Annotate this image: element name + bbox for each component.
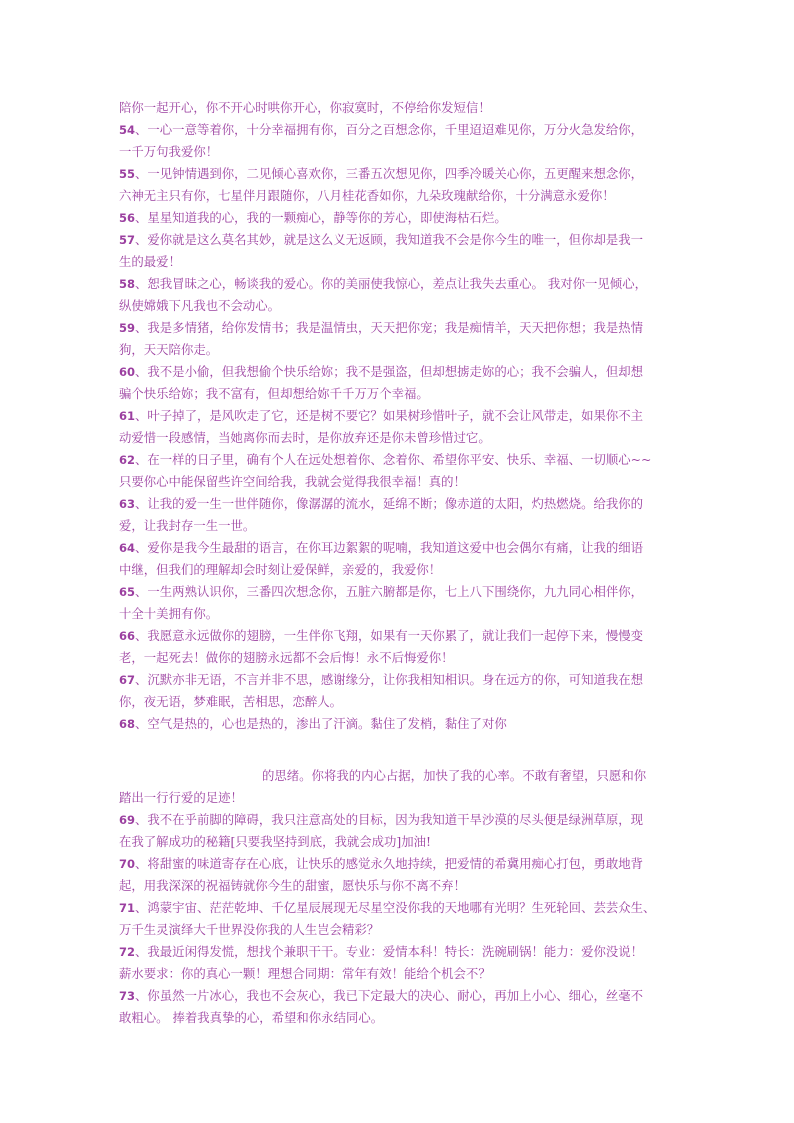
line-text: 、让我的爱一生一世伴随你，像潺潺的流水，延绵不断；像赤道的太阳，灼热燃烧。给我你的 (135, 496, 644, 511)
text-line (119, 471, 679, 493)
text-line (119, 897, 679, 919)
line-text: 生的最爱！ (119, 254, 181, 269)
item-number: 59 (119, 321, 136, 335)
text-line (119, 625, 679, 647)
text-line (119, 713, 679, 735)
text-line (119, 251, 679, 273)
text-line (119, 581, 679, 603)
line-text: 、一生两熟认识你，三番四次想念你，五脏六腑都是你，七上八下围绕你，九九同心相伴你， (135, 584, 644, 599)
line-text: 、我不是小偷，但我想偷个快乐给妳；我不是强盗，但却想掳走妳的心；我不会骗人，但却想 (135, 364, 644, 379)
line-text: 、一见钟情遇到你，二见倾心喜欢你，三番五次想见你，四季冷暖关心你，五更醒来想念你， (135, 166, 644, 181)
item-number: 55 (119, 167, 136, 181)
item-number: 54 (119, 123, 136, 137)
line-text: 动爱惜一段感情，当她离你而去时，是你放弃还是你未曾珍惜过它。 (119, 430, 491, 445)
line-text: 、爱你就是这么莫名其妙，就是这么义无返顾，我知道我不会是你今生的唯一，但你却是我一 (135, 232, 644, 247)
item-number: 66 (119, 629, 136, 643)
item-number: 70 (119, 857, 136, 871)
item-number: 57 (119, 233, 136, 247)
text-line (119, 647, 679, 669)
line-text: 、叶子掉了，是风吹走了它，还是树不要它？如果树珍惜叶子，就不会让风带走，如果你不主 (135, 408, 644, 423)
text-line (119, 963, 679, 985)
line-text: 在我了解成功的秘籍[只要我坚持到底，我就会成功]加油! (119, 834, 432, 849)
line-text: 六神无主只有你，七星伴月跟随你，八月桂花香如你，九朵玫瑰献给你，十分满意永爱你！ (119, 188, 615, 203)
item-number: 58 (119, 277, 136, 291)
line-text: 陪你一起开心，你不开心时哄你开心，你寂寞时，不停给你发短信！ (119, 100, 491, 115)
line-text: 、我最近闲得发慌，想找个兼职干干。专业：爱情本科！特长：洗碗刷锅！能力：爱你没说！ (135, 944, 644, 959)
line-text: 中继，但我们的理解却会时刻让爱保鲜，亲爱的，我爱你！ (119, 562, 442, 577)
line-text: 骗个快乐给妳；我不富有，但却想给妳千千万万个幸福。 (119, 386, 429, 401)
line-text: 、一心一意等着你，十分幸福拥有你，百分之百想念你，千里迢迢难见你，万分火急发给你， (135, 122, 644, 137)
line-text: 、空气是热的，心也是热的，渗出了汗滴。黏住了发梢，黏住了对你 (135, 716, 507, 731)
text-line (119, 317, 679, 339)
line-text: 、我是多情猪，给你发情书；我是温情虫，天天把你宠；我是痴情羊，天天把你想；我是热情 (135, 320, 644, 335)
line-text: 老，一起死去！做你的翅膀永远都不会后悔！永不后悔爱你！ (119, 650, 454, 665)
text-line (119, 207, 679, 229)
text-line (119, 1007, 679, 1029)
text-line (119, 185, 679, 207)
line-text: 十全十美拥有你。 (119, 606, 219, 621)
text-line (119, 119, 679, 141)
line-text: 、你虽然一片冰心，我也不会灰心，我已下定最大的决心、耐心，再加上小心、细心，丝毫不 (135, 988, 644, 1003)
line-text: 、我愿意永远做你的翅膀，一生伴你飞翔，如果有一天你累了，就让我们一起停下来，慢慢变 (135, 628, 644, 643)
text-line (119, 809, 679, 831)
line-text: 你，夜无语，梦难眠，苦相思，恋醉人。 (119, 694, 343, 709)
text-line (119, 853, 679, 875)
text-line (119, 361, 679, 383)
line-text: 薪水要求：你的真心一颗！理想合同期：常年有效！能给个机会不？ (119, 966, 491, 981)
text-line (119, 941, 679, 963)
text-line (119, 449, 679, 471)
text-line (119, 273, 679, 295)
line-text: 万千生灵演绎大千世界没你我的人生岂会精彩？ (119, 922, 380, 937)
item-number: 65 (119, 585, 136, 599)
item-number: 61 (119, 409, 136, 423)
item-number: 64 (119, 541, 136, 555)
text-line (119, 163, 679, 185)
text-line (119, 427, 679, 449)
text-line (119, 405, 679, 427)
item-number: 56 (119, 211, 136, 225)
text-line (119, 559, 679, 581)
line-text: 爱，让我封存一生一世。 (119, 518, 256, 533)
item-number: 60 (119, 365, 136, 379)
text-line (119, 295, 679, 317)
text-line (119, 537, 679, 559)
text-line (119, 383, 679, 405)
text-line (119, 339, 679, 361)
line-text: 、星星知道我的心，我的一颗痴心，静等你的芳心，即使海枯石烂。 (135, 210, 507, 225)
text-line (119, 97, 679, 119)
text-line (119, 141, 679, 163)
text-line (119, 515, 679, 537)
text-line (119, 831, 679, 853)
text-line (119, 229, 679, 251)
line-text: 只要你心中能保留些许空间给我，我就会觉得我很幸福！真的！ (119, 474, 466, 489)
text-line (119, 493, 679, 515)
line-text: 、恕我冒昧之心，畅谈我的爱心。你的美丽使我惊心，差点让我失去重心。 我对你一见倾心， (135, 276, 647, 291)
line-text: 、我不在乎前脚的障碍，我只注意高处的目标，因为我知道干旱沙漠的尽头便是绿洲草原，现 (135, 812, 644, 827)
item-number: 63 (119, 497, 136, 511)
item-number: 71 (119, 901, 136, 915)
line-text: 一千万句我爱你！ (119, 144, 219, 159)
line-text: 、鸿蒙宇宙、茫茫乾坤、千亿星辰展现无尽星空没你我的天地哪有光明？生死轮回、芸芸众生、 (135, 900, 656, 915)
line-text: 、沉默亦非无语，不言并非不思，感谢缘分，让你我相知相识。身在远方的你，可知道我在想 (135, 672, 644, 687)
line-text: 敢粗心。 捧着我真挚的心，希望和你永结同心。 (119, 1010, 384, 1025)
text-line (119, 985, 679, 1007)
text-line (119, 787, 679, 809)
text-line (119, 603, 679, 625)
line-text: 、爱你是我今生最甜的语言，在你耳边絮絮的呢喃，我知道这爱中也会偶尔有痛，让我的细语 (135, 540, 644, 555)
item-number: 62 (119, 453, 136, 467)
text-line (119, 875, 679, 897)
item-number: 68 (119, 717, 136, 731)
text-line (119, 669, 679, 691)
item-number: 67 (119, 673, 136, 687)
text-line (119, 919, 679, 941)
line-text: 狗，天天陪你走。 (119, 342, 219, 357)
text-line (119, 691, 679, 713)
line-text: 起，用我深深的祝福铸就你今生的甜蜜，愿快乐与你不离不弃！ (119, 878, 466, 893)
item-number: 72 (119, 945, 136, 959)
line-text: 的思绪。你将我的内心占据，加快了我的心率。不敢有奢望，只愿和你 (262, 768, 647, 783)
line-text: 、将甜蜜的味道寄存在心底，让快乐的感觉永久地持续，把爱情的希冀用痴心打包，勇敢地背 (135, 856, 644, 871)
line-text: 踏出一行行爱的足迹！ (119, 790, 243, 805)
line-text: 纵使嫦娥下凡我也不会动心。 (119, 298, 281, 313)
item-number: 73 (119, 989, 136, 1003)
text-line (262, 765, 679, 787)
item-number: 69 (119, 813, 136, 827)
line-text: 、在一样的日子里，确有个人在远处想着你、念着你、希望你平安、快乐、幸福、一切顺心~~ (135, 452, 652, 467)
